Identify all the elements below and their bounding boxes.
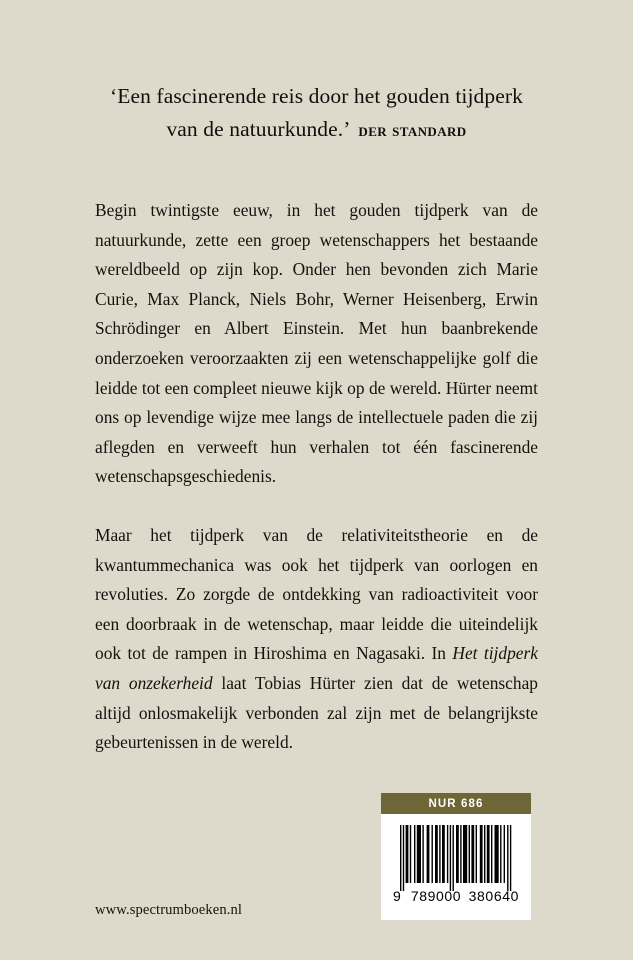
barcode-bars-icon bbox=[400, 825, 513, 891]
isbn-group-2: 380640 bbox=[468, 888, 519, 904]
nur-code-label: NUR 686 bbox=[381, 793, 531, 814]
barcode-block bbox=[381, 793, 531, 920]
pull-quote bbox=[95, 80, 538, 148]
publisher-website-url[interactable]: www.spectrumboeken.nl bbox=[95, 902, 243, 918]
blurb-paragraph-2-after-title: laat Tobias Hürter zien dat de wetenschap altijd onlosmakelijk verbonden zal zijn met de belangrijkste gebeurtenissen in de wereld. bbox=[95, 672, 539, 753]
blurb bbox=[95, 196, 538, 758]
blurb-paragraph-2-before-title: Maar het tijdperk van de relativiteitstheorie en de kwantummechanica was ook het tijdperk van oorlogen en revoluties. Zo zorgde de ontdekking van radioactiviteit voor een doorbraak in de wetenschap, maar leidde die uiteindelijk ook tot de rampen in Hiroshima en Nagasaki. In bbox=[95, 524, 538, 664]
ean13-barcode bbox=[381, 814, 531, 920]
blurb-paragraph-2 bbox=[95, 521, 538, 758]
blurb-paragraph-1: Begin twintigste eeuw, in het gouden tijdperk van de natuurkunde, zette een groep wetenschappers het bestaande wereldbeeld op zijn kop. Onder hen bevonden zich Marie Curie, Max Planck, Niels Bohr, Werner Heisenberg, Erwin Schrödinger en Albert Einstein. Met hun baanbrekende onderzoeken veroorzaakten zij een wetenschappelijke golf die leidde tot een compleet nieuwe kijk op de wereld. Hürter neemt ons op levendige wijze mee langs de intellectuele paden die zij aflegden en verweeft hun verhalen tot één fascinerende wetenschapsgeschiedenis. bbox=[95, 200, 538, 487]
isbn-lead-digit: 9 bbox=[393, 888, 402, 904]
book-title-mention: Het tijdperk van onzekerheid bbox=[95, 643, 538, 693]
isbn-digits bbox=[393, 888, 519, 904]
pull-quote-source: der standard bbox=[358, 121, 467, 141]
isbn-group-1: 789000 bbox=[410, 888, 462, 904]
pull-quote-text: ‘Een fascinerende reis door het gouden tijdperk van de natuurkunde.’ bbox=[109, 84, 524, 141]
